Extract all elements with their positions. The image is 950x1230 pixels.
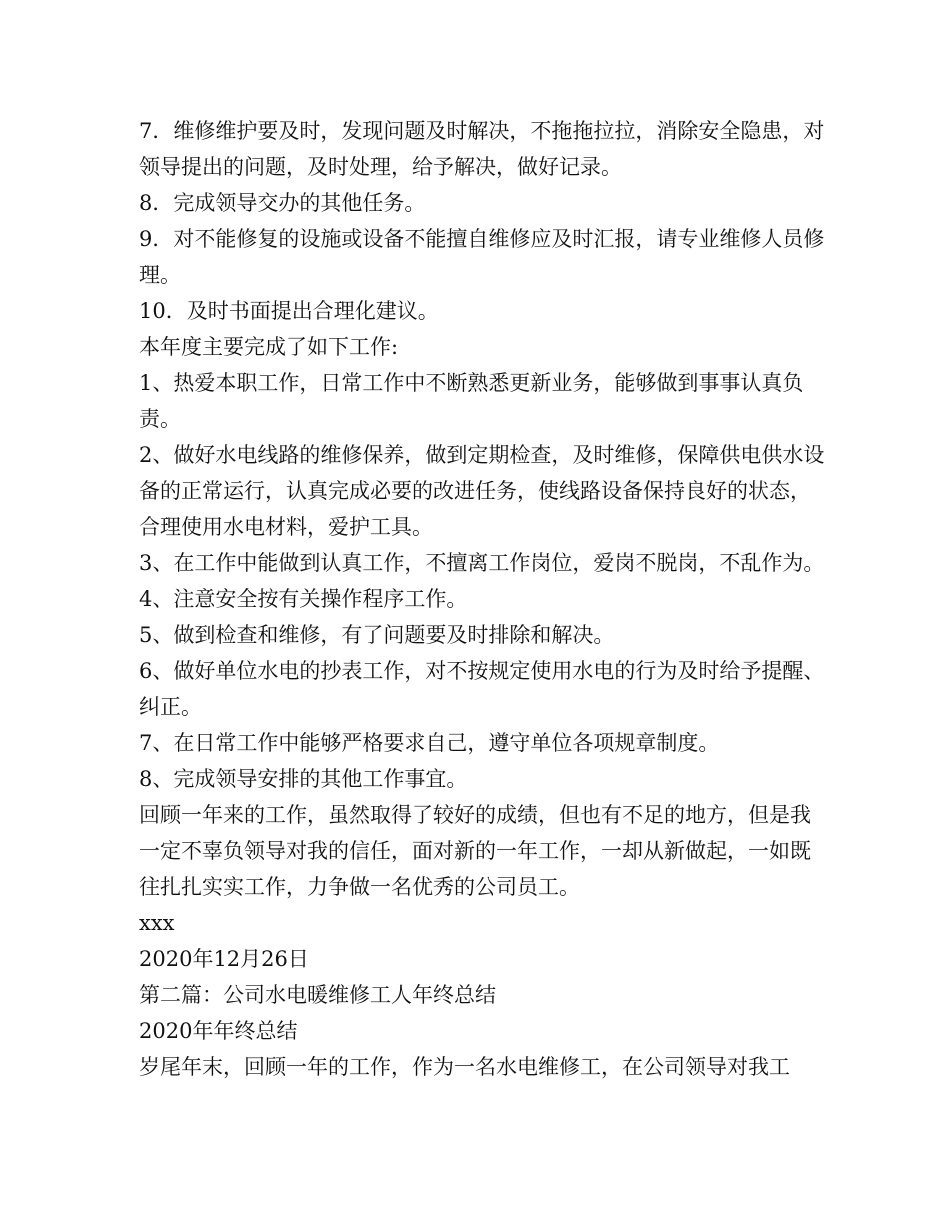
- paragraph-item-10-suggestions: 10．及时书面提出合理化建议。: [139, 299, 439, 323]
- paragraph-item-9-report: 9．对不能修复的设施或设备不能擅自维修应及时汇报，请专业维修人员修理。: [139, 227, 825, 287]
- document-body: [139, 113, 829, 1085]
- paragraph-work-8: 8、完成领导安排的其他工作事宜。: [139, 767, 468, 791]
- paragraph-work-4: 4、注意安全按有关操作程序工作。: [139, 587, 468, 611]
- paragraph-work-intro: 本年度主要完成了如下工作:: [139, 335, 399, 359]
- paragraph-item-8-other-tasks: 8．完成领导交办的其他任务。: [139, 191, 426, 215]
- paragraph-work-1: 1、热爱本职工作，日常工作中不断熟悉更新业务，能够做到事事认真负责。: [139, 371, 804, 431]
- paragraph-work-6: 6、做好单位水电的抄表工作，对不按规定使用水电的行为及时给予提醒、纠正。: [139, 659, 825, 719]
- paragraph-work-7: 7、在日常工作中能够严格要求自己，遵守单位各项规章制度。: [139, 731, 720, 755]
- paragraph-review: 回顾一年来的工作，虽然取得了较好的成绩，但也有不足的地方，但是我一定不辜负领导对我的信任，面对新的一年工作，一却从新做起，一如既往扎扎实实工作，力争做一名优秀的公司员工。: [139, 803, 811, 899]
- section-subtitle: 2020年年终总结: [139, 1019, 298, 1043]
- paragraph-work-5: 5、做到检查和维修，有了问题要及时排除和解决。: [139, 623, 615, 647]
- paragraph-opening: 岁尾年末，回顾一年的工作，作为一名水电维修工，在公司领导对我工: [139, 1055, 790, 1079]
- section-heading-part-two: 第二篇：公司水电暖维修工人年终总结: [139, 983, 496, 1007]
- signature-name: xxx: [139, 911, 175, 935]
- paragraph-work-3: 3、在工作中能做到认真工作，不擅离工作岗位，爱岗不脱岗，不乱作为。: [139, 551, 825, 575]
- paragraph-work-2: 2、做好水电线路的维修保养，做到定期检查，及时维修，保障供电供水设备的正常运行，认真完成必要的改进任务，使线路设备保持良好的状态，合理使用水电材料，爱护工具。: [139, 443, 825, 539]
- signature-date: 2020年12月26日: [139, 947, 309, 971]
- paragraph-item-7-maintenance: 7．维修维护要及时，发现问题及时解决，不拖拖拉拉，消除安全隐患，对领导提出的问题，及时处理，给予解决，做好记录。: [139, 119, 825, 179]
